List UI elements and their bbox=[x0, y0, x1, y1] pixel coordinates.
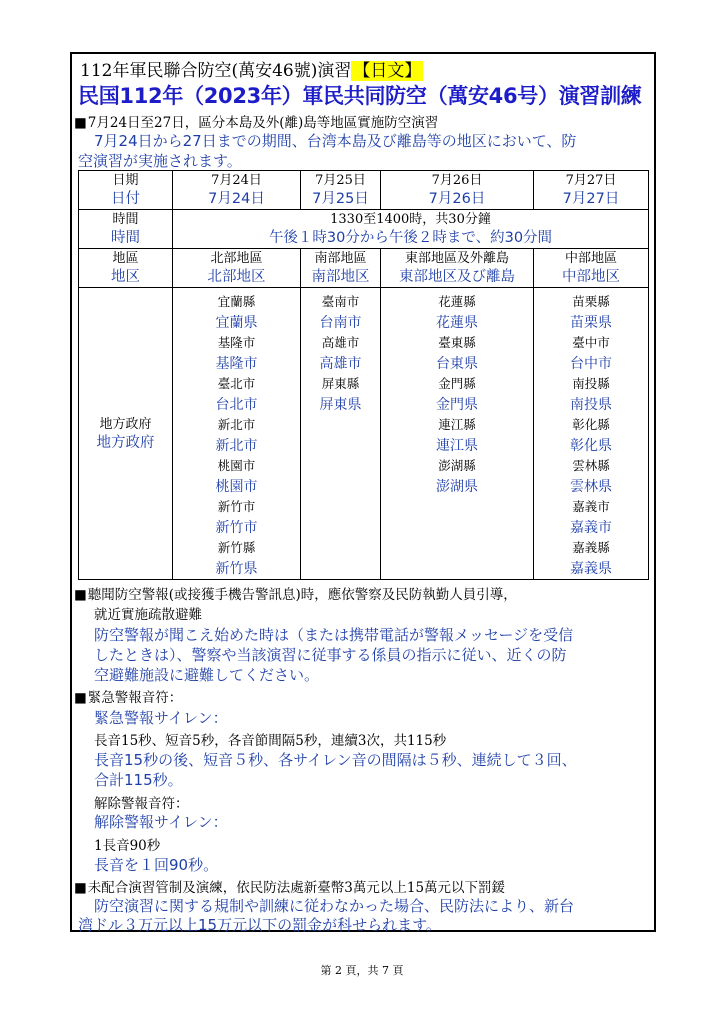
government-name-ja: 金門県 bbox=[436, 396, 478, 413]
government-label-ja: 地方政府 bbox=[96, 434, 155, 451]
region-label-ja: 地区 bbox=[111, 269, 140, 285]
government-name-ja: 花蓮県 bbox=[436, 314, 478, 331]
government-label-zh: 地方政府 bbox=[99, 416, 152, 432]
government-name-zh: 嘉義市 bbox=[572, 499, 610, 514]
government-name-zh: 彰化縣 bbox=[572, 417, 610, 432]
time-value-ja: 午後１時30分から午後２時まで、約30分間 bbox=[268, 230, 553, 246]
government-name-zh: 澎湖縣 bbox=[438, 458, 476, 473]
title-zh: 112年軍民聯合防空(萬安46號)演習 bbox=[80, 61, 352, 81]
government-list-north bbox=[173, 288, 301, 580]
region-zh: 中部地區 bbox=[564, 251, 617, 266]
time-label-ja: 時間 bbox=[111, 230, 140, 246]
region-zh: 南部地區 bbox=[314, 251, 367, 266]
government-name-zh: 連江縣 bbox=[438, 417, 476, 432]
date-cell bbox=[381, 171, 534, 210]
government-name-ja: 桃園市 bbox=[215, 478, 258, 495]
government-name-zh: 新北市 bbox=[217, 417, 256, 432]
date-ja: 7月24日 bbox=[208, 191, 265, 207]
title-ja: 民国112年（2023年）軍民共同防空（萬安46号）演習訓練 bbox=[78, 84, 642, 108]
date-ja: 7月27日 bbox=[562, 191, 620, 207]
region-cell bbox=[381, 249, 534, 288]
government-name-zh: 屏東縣 bbox=[321, 376, 360, 391]
government-name-ja: 南投県 bbox=[570, 396, 612, 413]
government-name-zh: 臺北市 bbox=[217, 376, 256, 391]
penalty-zh: ■ 未配合演習管制及演練，依民防法處新臺幣3萬元以上15萬元以下罰鍰 bbox=[74, 876, 505, 896]
penalty-ja-1: 防空演習に関する規制や訓練に従わなかった場合、民防法により、新台 bbox=[94, 897, 575, 915]
government-name-ja: 屏東県 bbox=[319, 396, 362, 413]
date-ja: 7月25日 bbox=[312, 191, 369, 207]
date-cell bbox=[173, 171, 301, 210]
intro-ja-2: 空演習が実施されます。 bbox=[78, 152, 242, 170]
region-ja: 北部地区 bbox=[207, 269, 266, 285]
government-name-ja: 台中市 bbox=[570, 355, 612, 372]
government-name-zh: 臺中市 bbox=[572, 335, 610, 350]
time-row bbox=[79, 210, 649, 249]
evacuate-ja-3: 空避難施設に避難してください。 bbox=[94, 666, 320, 684]
release-heading: 解除警報音符： bbox=[94, 796, 189, 812]
government-name-ja: 新竹市 bbox=[215, 519, 258, 536]
government-name-zh: 苗栗縣 bbox=[572, 294, 610, 309]
evacuate-zh-2: 就近實施疏散避難 bbox=[94, 607, 202, 623]
government-label-cell bbox=[79, 288, 173, 580]
government-list-central bbox=[534, 288, 649, 580]
region-zh: 東部地區及外離島 bbox=[404, 251, 509, 266]
title-zh-line bbox=[80, 56, 423, 81]
government-name-zh: 宜蘭縣 bbox=[217, 294, 256, 309]
government-name-ja: 高雄市 bbox=[319, 355, 362, 372]
siren-ja-desc-2: 合計115秒。 bbox=[94, 771, 183, 789]
release-zh: 1長音90秒 bbox=[94, 838, 161, 854]
government-name-zh: 花蓮縣 bbox=[438, 294, 476, 309]
date-label-cell bbox=[79, 171, 173, 210]
date-ja: 7月26日 bbox=[428, 191, 486, 207]
government-name-ja: 新北市 bbox=[215, 437, 258, 454]
region-label-cell bbox=[79, 249, 173, 288]
schedule-table bbox=[78, 170, 649, 580]
government-name-ja: 澎湖県 bbox=[436, 478, 478, 495]
region-zh: 北部地區 bbox=[210, 251, 263, 266]
page-number: 第 2 頁，共 7 頁 bbox=[320, 964, 404, 977]
date-zh: 7月24日 bbox=[211, 173, 262, 188]
release-ja-heading: 解除警報サイレン： bbox=[94, 813, 228, 831]
government-name-zh: 桃園市 bbox=[217, 458, 256, 473]
region-label-zh: 地區 bbox=[112, 251, 139, 266]
title-language-tag: 【日文】 bbox=[353, 61, 422, 81]
time-label-cell bbox=[79, 210, 173, 249]
time-label-zh: 時間 bbox=[112, 212, 139, 227]
government-name-ja: 連江県 bbox=[436, 437, 478, 454]
government-name-zh: 金門縣 bbox=[438, 376, 476, 391]
government-name-ja: 基隆市 bbox=[215, 355, 258, 372]
government-name-ja: 台南市 bbox=[319, 314, 362, 331]
region-cell bbox=[534, 249, 649, 288]
date-zh: 7月25日 bbox=[315, 173, 366, 188]
siren-ja-heading: 緊急警報サイレン： bbox=[94, 709, 228, 727]
intro-ja-1: 7月24日から27日までの期間、台湾本島及び離島等の地区において、防 bbox=[94, 132, 577, 150]
government-name-zh: 嘉義縣 bbox=[572, 540, 610, 555]
government-name-zh: 臺南市 bbox=[321, 294, 360, 309]
date-cell bbox=[534, 171, 649, 210]
government-name-zh: 新竹市 bbox=[217, 499, 256, 514]
date-label-ja: 日付 bbox=[111, 191, 140, 207]
region-cell bbox=[301, 249, 381, 288]
siren-ja-desc-1: 長音15秒の後、短音５秒、各サイレン音の間隔は５秒、連続して３回、 bbox=[94, 751, 577, 769]
document-frame bbox=[70, 52, 656, 932]
release-ja: 長音を１回90秒。 bbox=[94, 856, 219, 874]
intro-zh: ■ 7月24日至27日，區分本島及外(離)島等地區實施防空演習 bbox=[74, 111, 438, 131]
government-name-ja: 台北市 bbox=[215, 396, 258, 413]
date-zh: 7月26日 bbox=[431, 173, 483, 188]
date-zh: 7月27日 bbox=[565, 173, 617, 188]
time-value-zh: 1330至1400時，共30分鐘 bbox=[330, 212, 491, 227]
government-name-ja: 嘉義県 bbox=[570, 560, 612, 577]
region-row bbox=[79, 249, 649, 288]
region-ja: 中部地区 bbox=[562, 269, 620, 285]
government-list-east bbox=[381, 288, 534, 580]
government-name-zh: 雲林縣 bbox=[572, 458, 610, 473]
government-name-ja: 苗栗県 bbox=[570, 314, 612, 331]
date-row bbox=[79, 171, 649, 210]
government-name-ja: 嘉義市 bbox=[570, 519, 612, 536]
government-name-ja: 宜蘭県 bbox=[215, 314, 258, 331]
government-row bbox=[79, 288, 649, 580]
government-name-zh: 新竹縣 bbox=[217, 540, 256, 555]
government-name-ja: 雲林県 bbox=[570, 478, 612, 495]
region-ja: 東部地区及び離島 bbox=[399, 269, 515, 285]
evacuate-ja-1: 防空警報が聞こえ始めた時は（または携帯電話が警報メッセージを受信 bbox=[94, 626, 574, 644]
siren-zh-desc: 長音15秒、短音5秒，各音節間隔5秒，連續3次，共115秒 bbox=[94, 733, 447, 749]
government-name-zh: 高雄市 bbox=[321, 335, 360, 350]
government-name-ja: 彰化県 bbox=[570, 437, 612, 454]
government-list-south bbox=[301, 288, 381, 580]
date-label-zh: 日期 bbox=[112, 173, 139, 188]
government-name-ja: 台東県 bbox=[436, 355, 478, 372]
government-name-zh: 南投縣 bbox=[572, 376, 610, 391]
evacuate-ja-2: したときは）、警察や当該演習に従事する係員の指示に従い、近くの防 bbox=[94, 646, 567, 664]
siren-heading: ■ 緊急警報音符： bbox=[74, 686, 182, 706]
government-name-zh: 臺東縣 bbox=[438, 335, 476, 350]
region-ja: 南部地区 bbox=[311, 269, 370, 285]
government-name-zh: 基隆市 bbox=[217, 335, 256, 350]
region-cell bbox=[173, 249, 301, 288]
evacuate-zh-1: ■ 聽聞防空警報(或接獲手機告警訊息)時，應依警察及民防執勤人員引導， bbox=[74, 583, 517, 603]
date-cell bbox=[301, 171, 381, 210]
government-name-ja: 新竹県 bbox=[215, 560, 258, 577]
penalty-ja-2: 湾ドル３万元以上15万元以下の罰金が科せられます。 bbox=[78, 916, 441, 934]
time-value-cell bbox=[173, 210, 649, 249]
